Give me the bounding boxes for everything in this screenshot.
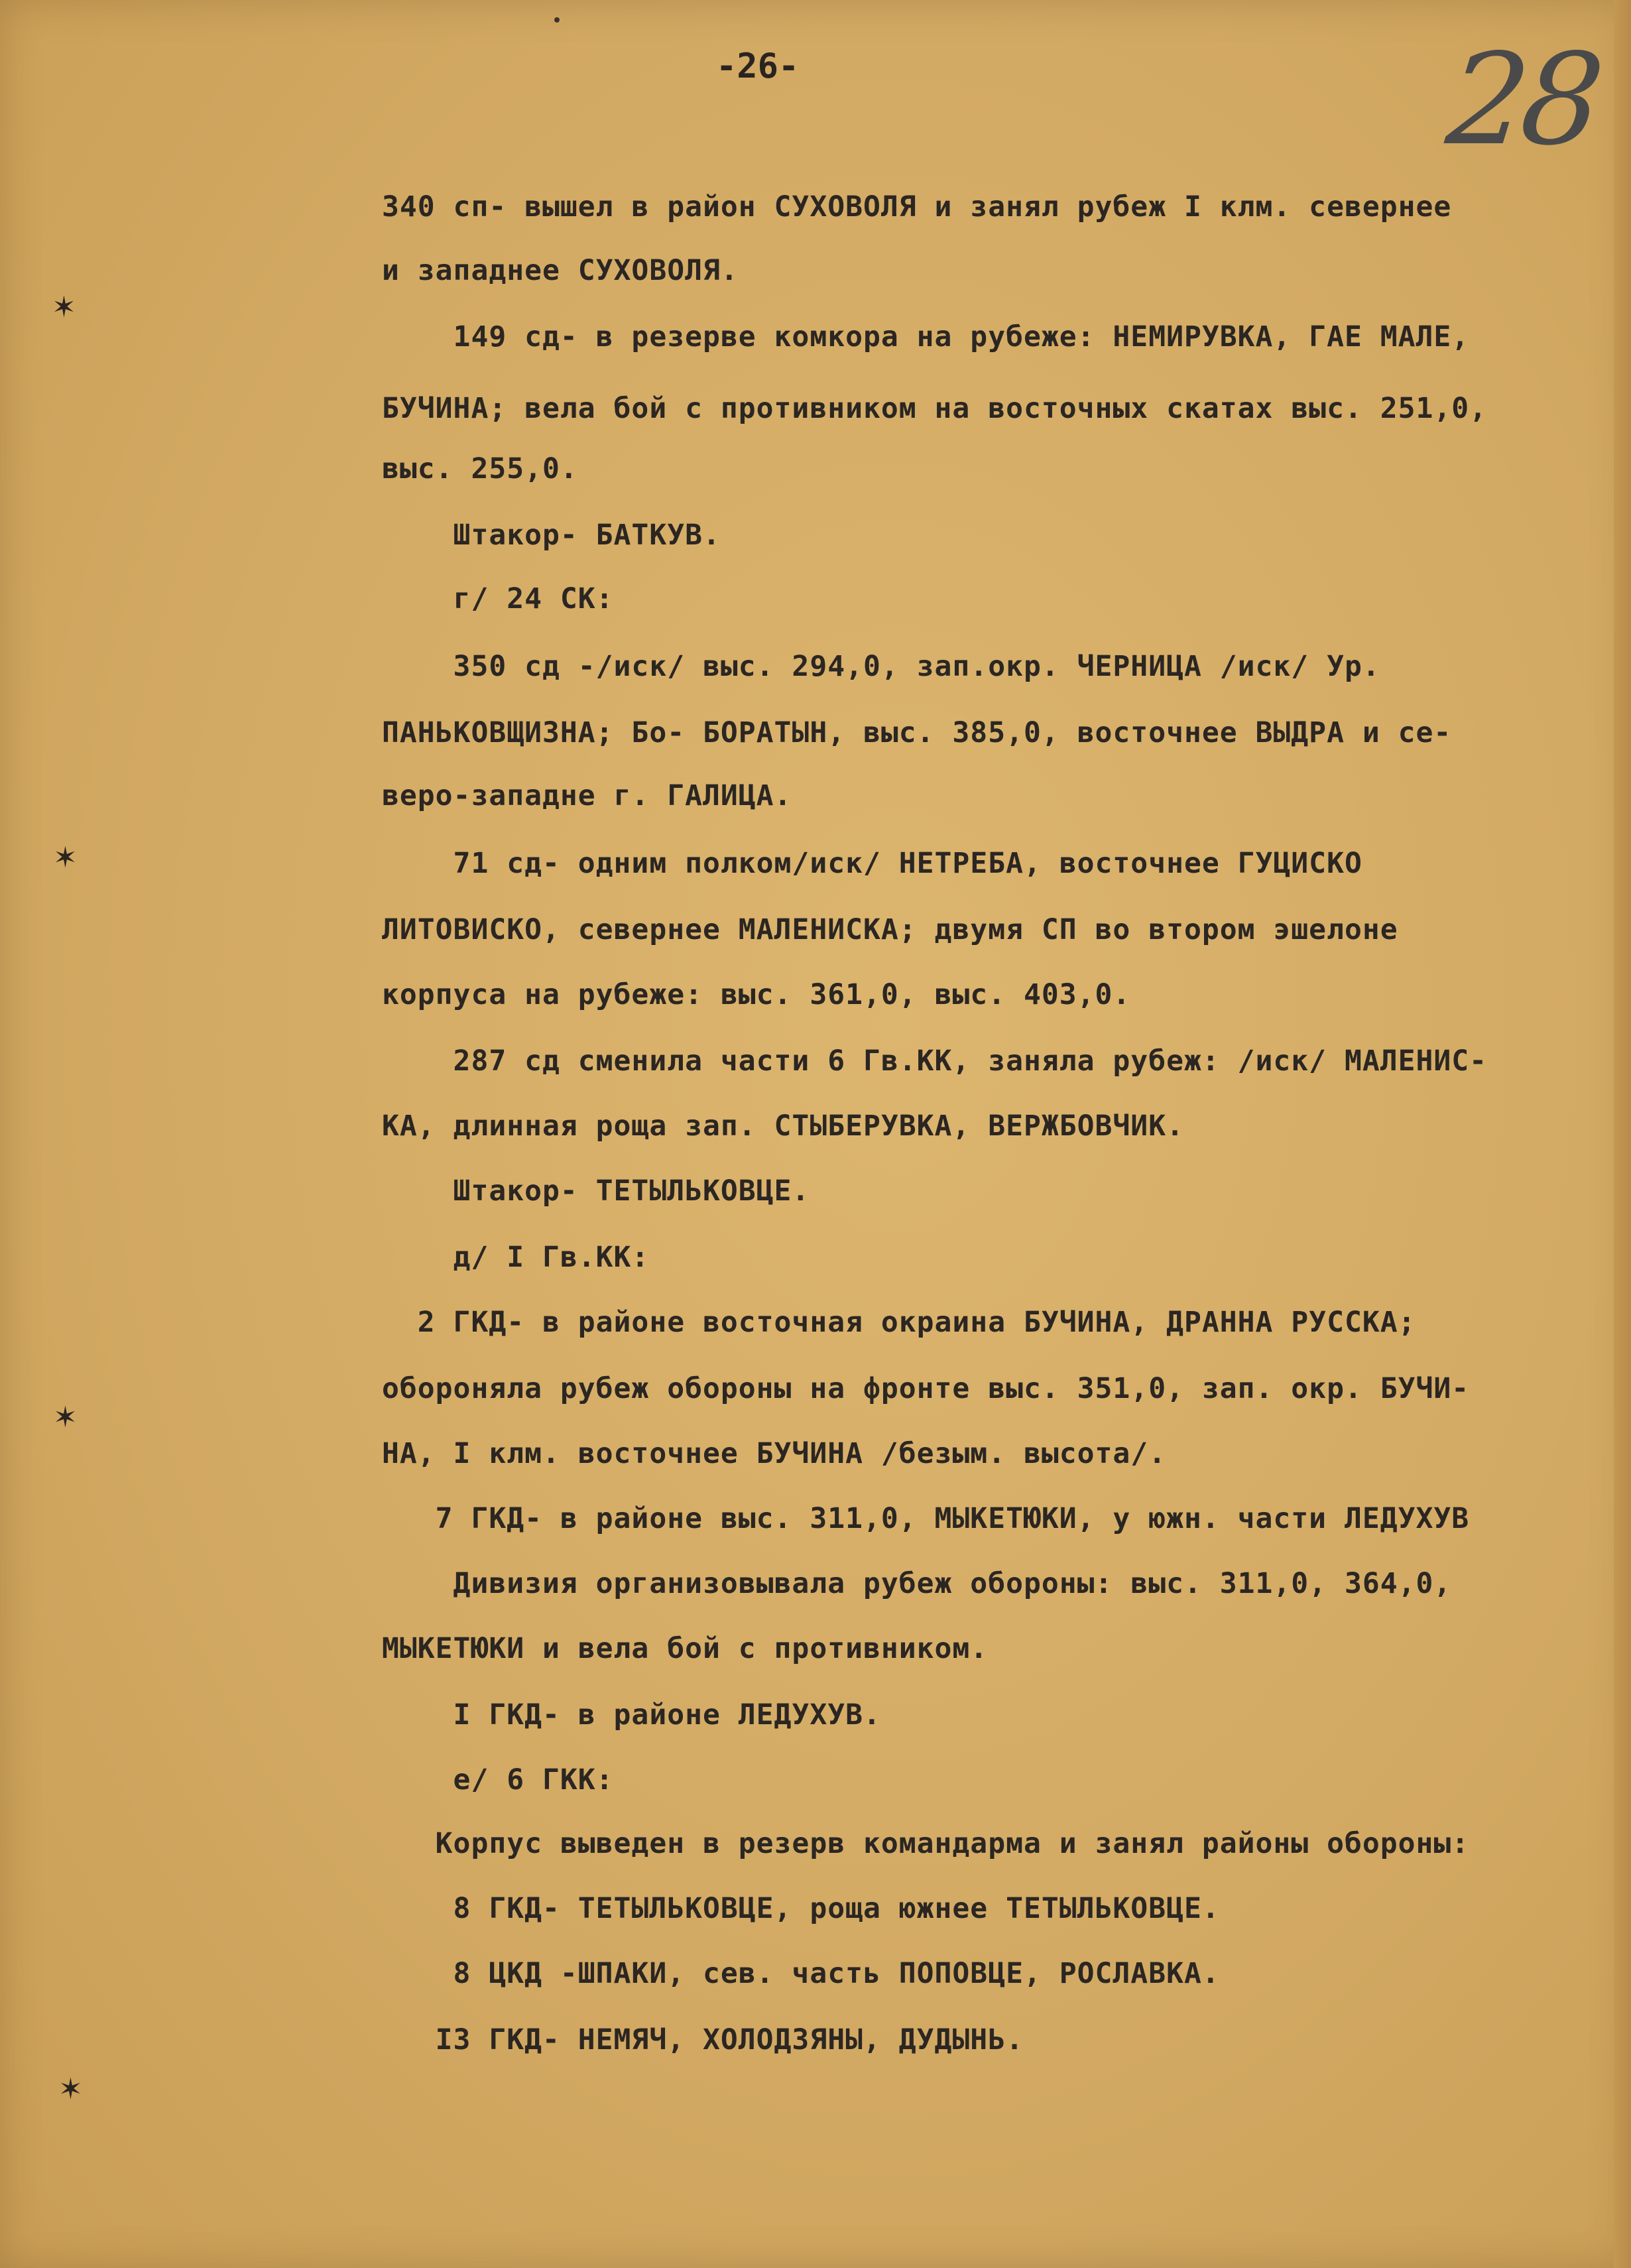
text-line: 71 сд- одним полком/иск/ НЕТРЕБА, восточнее ГУЦИСКО bbox=[382, 847, 1362, 880]
text-line: I3 ГКД- НЕМЯЧ, ХОЛОДЗЯНЫ, ДУДЫНЬ. bbox=[382, 2023, 1024, 2056]
binding-hole-mark: ✶ bbox=[58, 2072, 83, 2106]
text-line: БУЧИНА; вела бой с противником на восточных скатах выс. 251,0, bbox=[382, 392, 1488, 425]
text-line: 340 сп- вышел в район СУХОВОЛЯ и занял рубеж I клм. севернее bbox=[382, 190, 1452, 223]
text-line: корпуса на рубеже: выс. 361,0, выс. 403,0. bbox=[382, 978, 1131, 1011]
text-line: МЫКЕТЮКИ и вела бой с противником. bbox=[382, 1632, 989, 1665]
text-line: д/ I Гв.КК: bbox=[382, 1241, 650, 1274]
ink-speck bbox=[554, 17, 560, 23]
text-line: ЛИТОВИСКО, севернее МАЛЕНИСКА; двумя СП во втором эшелоне bbox=[382, 913, 1398, 946]
text-line: и западнее СУХОВОЛЯ. bbox=[382, 254, 739, 287]
text-line: ПАНЬКОВЩИЗНА; Бо- БОРАТЫН, выс. 385,0, восточнее ВЫДРА и се- bbox=[382, 716, 1452, 749]
text-line: Дивизия организовывала рубеж обороны: выс. 311,0, 364,0, bbox=[382, 1567, 1452, 1600]
text-line: г/ 24 СК: bbox=[382, 582, 614, 615]
binding-hole-mark: ✶ bbox=[53, 1401, 78, 1434]
text-line: 149 сд- в резерве комкора на рубеже: НЕМИРУВКА, ГАЕ МАЛЕ, bbox=[382, 320, 1470, 353]
handwritten-folio-number: 28 bbox=[1441, 27, 1604, 173]
text-line: выс. 255,0. bbox=[382, 452, 578, 485]
text-line: Корпус выведен в резерв командарма и занял районы обороны: bbox=[382, 1827, 1470, 1860]
text-line: веро-западне г. ГАЛИЦА. bbox=[382, 779, 792, 812]
binding-hole-mark: ✶ bbox=[52, 290, 76, 324]
text-line: 287 сд сменила части 6 Гв.КК, заняла рубеж: /иск/ МАЛЕНИС- bbox=[382, 1044, 1488, 1078]
text-line: НА, I клм. восточнее БУЧИНА /безым. высота/. bbox=[382, 1437, 1167, 1470]
text-line: 350 сд -/иск/ выс. 294,0, зап.окр. ЧЕРНИЦА /иск/ Ур. bbox=[382, 650, 1380, 683]
text-line: Штакор- ТЕТЫЛЬКОВЦЕ. bbox=[382, 1174, 810, 1208]
text-line: 8 ЦКД -ШПАКИ, сев. часть ПОПОВЦЕ, РОСЛАВКА. bbox=[382, 1957, 1220, 1990]
page-edge bbox=[1614, 0, 1631, 2268]
text-line: 7 ГКД- в районе выс. 311,0, МЫКЕТЮКИ, у южн. части ЛЕДУХУВ bbox=[382, 1502, 1470, 1535]
text-line: КА, длинная роща зап. СТЫБЕРУВКА, ВЕРЖБОВЧИК. bbox=[382, 1109, 1184, 1143]
text-line: 2 ГКД- в районе восточная окраина БУЧИНА, ДРАННА РУССКА; bbox=[382, 1306, 1416, 1339]
text-line: обороняла рубеж обороны на фронте выс. 351,0, зап. окр. БУЧИ- bbox=[382, 1372, 1470, 1405]
text-line: Штакор- БАТКУВ. bbox=[382, 519, 721, 552]
text-line: е/ 6 ГКК: bbox=[382, 1763, 614, 1796]
page-number: -26- bbox=[716, 46, 800, 86]
binding-hole-mark: ✶ bbox=[53, 841, 78, 875]
text-line: 8 ГКД- ТЕТЫЛЬКОВЦЕ, роща южнее ТЕТЫЛЬКОВЦЕ. bbox=[382, 1892, 1220, 1925]
text-line: I ГКД- в районе ЛЕДУХУВ. bbox=[382, 1698, 881, 1732]
